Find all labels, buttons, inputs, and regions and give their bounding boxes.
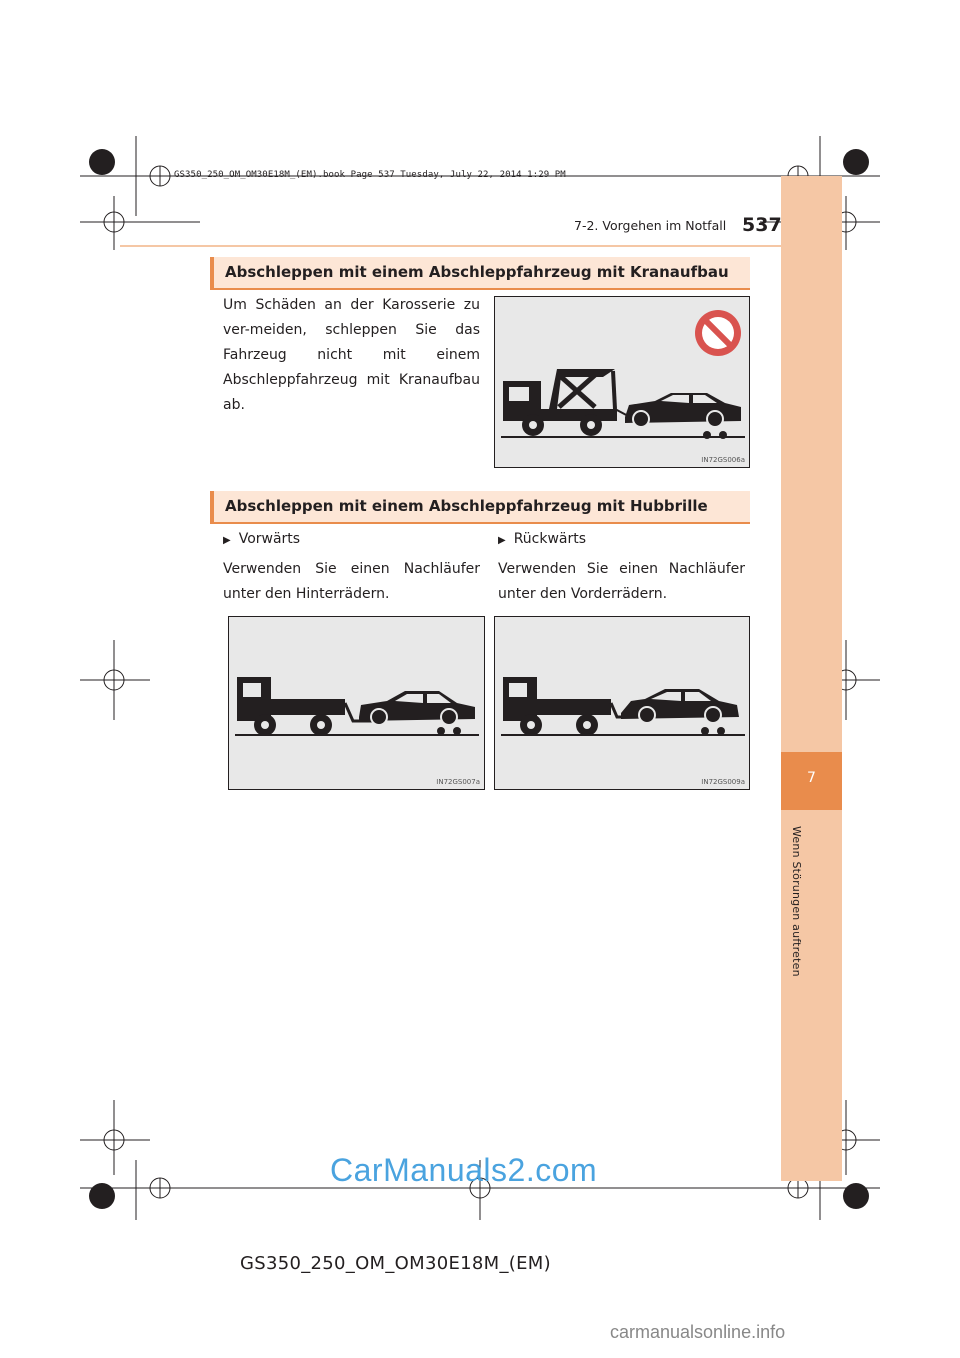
header-rule xyxy=(120,245,781,247)
crane-tow-illustration xyxy=(495,297,751,469)
forward-text: Verwenden Sie einen Nachläufer unter den Hinterrädern. xyxy=(223,561,480,602)
forward-tow-illustration xyxy=(229,617,486,791)
backward-tow-illustration xyxy=(495,617,751,791)
crane-warning-text: Um Schäden an der Karosserie zu ver-meiden, schleppen Sie das Fahrzeug nicht mit einem Abschleppfahrzeug mit Kranaufbau ab. xyxy=(223,297,480,413)
chapter-side-tab xyxy=(781,176,842,1181)
bullet-arrow-icon: ▶ xyxy=(498,535,506,546)
bullet-arrow-icon: ▶ xyxy=(223,535,231,546)
heading-text: Abschleppen mit einem Abschleppfahrzeug mit Kranaufbau xyxy=(225,263,729,281)
watermark-site: carmanualsonline.info xyxy=(610,1322,786,1342)
forward-label xyxy=(223,531,300,547)
page-number: 537 xyxy=(742,214,782,236)
forward-label-text: Vorwärts xyxy=(238,531,301,547)
book-info: GS350_250_OM_OM30E18M_(EM).book Page 537 Tuesday, July 22, 2014 1:29 PM xyxy=(174,170,566,180)
chapter-label: Wenn Störungen auftreten xyxy=(790,826,803,977)
section-title: 7-2. Vorgehen im Notfall xyxy=(574,218,727,233)
document-code: GS350_250_OM_OM30E18M_(EM) xyxy=(240,1253,551,1274)
figure-code: IN72GS007a xyxy=(436,778,480,786)
heading-text: Abschleppen mit einem Abschleppfahrzeug mit Hubbrille xyxy=(225,497,708,515)
figure-backward-tow xyxy=(494,616,750,790)
figure-code: IN72GS009a xyxy=(701,778,745,786)
backward-text: Verwenden Sie einen Nachläufer unter den Vorderrädern. xyxy=(498,561,745,602)
figure-code: IN72GS006a xyxy=(701,456,745,464)
backward-label xyxy=(498,531,586,547)
figure-crane-tow xyxy=(494,296,750,468)
chapter-number: 7 xyxy=(807,770,816,786)
backward-label-text: Rückwärts xyxy=(513,531,587,547)
section-heading-crane xyxy=(210,257,750,290)
watermark-logo: CarManuals2.com xyxy=(330,1152,598,1188)
section-heading-lift xyxy=(210,491,750,524)
figure-forward-tow xyxy=(228,616,485,790)
